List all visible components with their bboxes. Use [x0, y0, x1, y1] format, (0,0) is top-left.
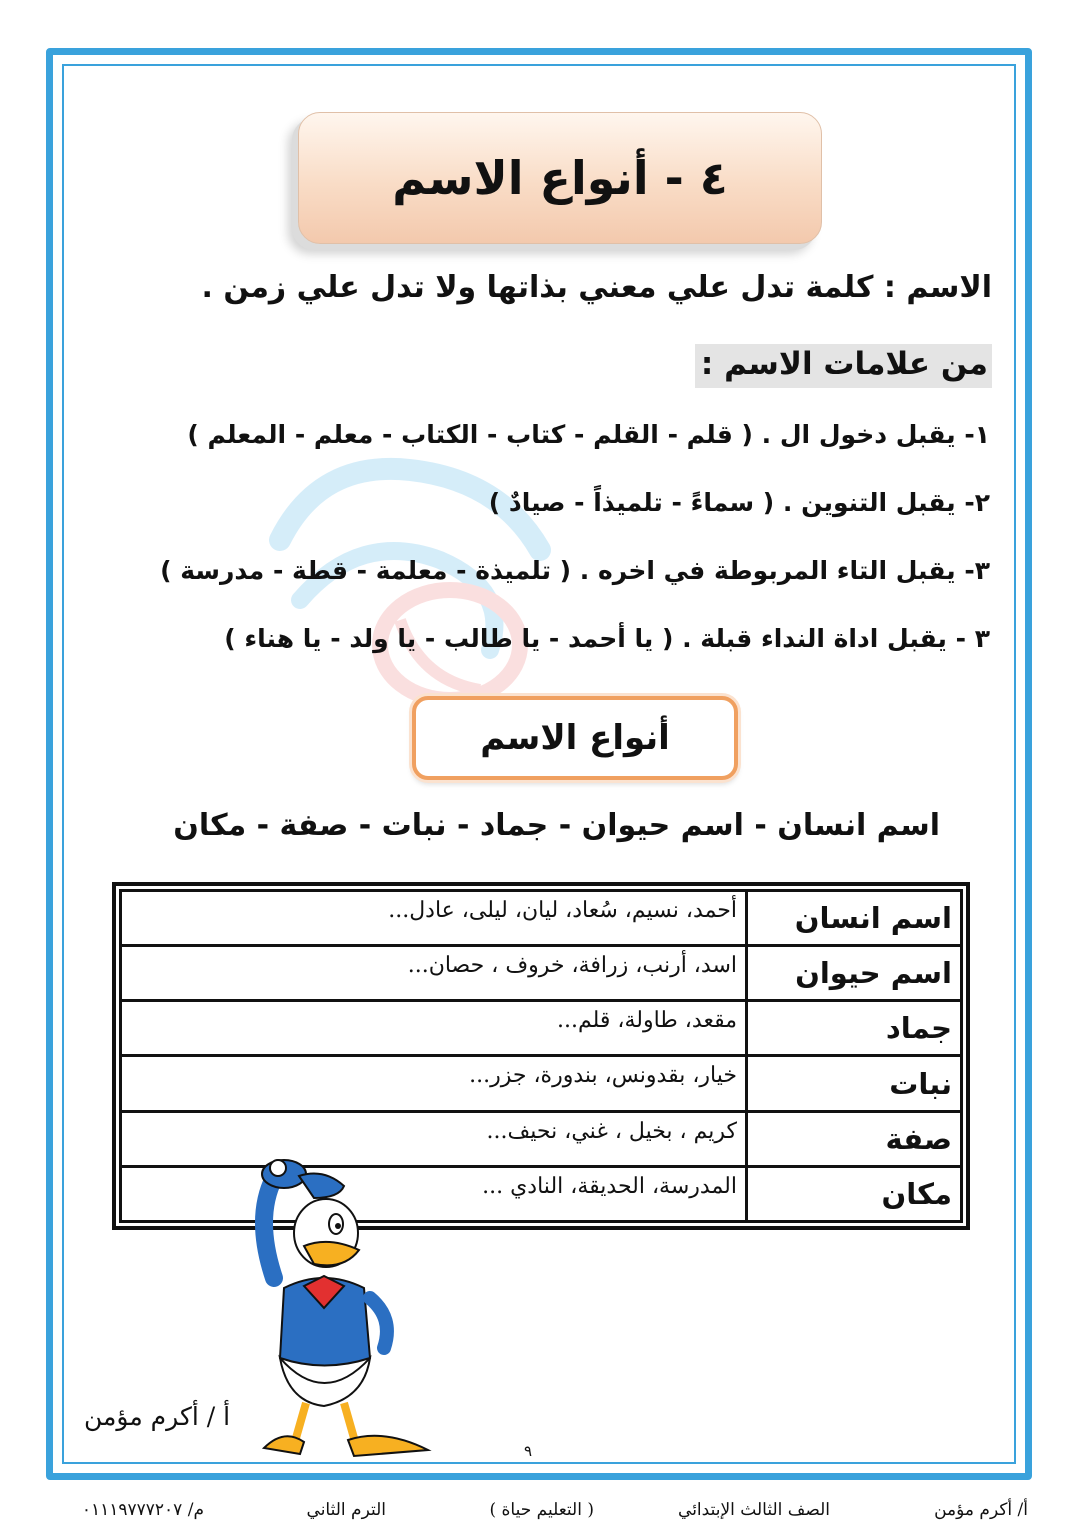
signs-heading: من علامات الاسم : — [695, 344, 992, 388]
sign-item: ٣- يقبل التاء المربوطة في اخره . ( تلميذة - معلمة - قطة - مدرسة ) — [160, 556, 990, 585]
author-signature: أ / أكرم مؤمن — [84, 1402, 231, 1431]
types-table — [112, 882, 970, 1230]
type-cell: نبات — [747, 1056, 962, 1111]
type-cell: اسم حيوان — [747, 946, 962, 1001]
table-row — [121, 946, 962, 1001]
cartoon-duck-illustration — [244, 1158, 434, 1458]
types-heading-box — [412, 696, 738, 780]
examples-cell: اسد، أرنب، زرافة، خروف ، حصان... — [121, 946, 747, 1001]
footer-term: الترم الثاني — [306, 1500, 386, 1520]
table-row — [121, 1001, 962, 1056]
types-list: اسم انسان - اسم حيوان - جماد - نبات - صفة - مكان — [173, 808, 940, 843]
sign-item: ٣ - يقبل اداة النداء قبلة . ( يا أحمد - يا طالب - يا ولد - يا هناء ) — [224, 624, 990, 653]
footer-grade: الصف الثالث الإبتدائي — [678, 1500, 830, 1520]
type-cell: صفة — [747, 1111, 962, 1166]
footer-teacher: أ/ أكرم مؤمن — [934, 1500, 1028, 1520]
sign-item: ١- يقبل دخول ال . ( قلم - القلم - كتاب - الكتاب - معلم - المعلم ) — [187, 420, 990, 449]
definition-text: الاسم : كلمة تدل علي معني بذاتها ولا تدل علي زمن . — [201, 270, 992, 305]
footer-phone: م/ ٠١١١٩٧٧٧٢٠٧ — [81, 1500, 204, 1520]
table-row — [121, 1056, 962, 1111]
examples-cell: خيار، بقدونس، بندورة، جزر... — [121, 1056, 747, 1111]
footer-slogan: ( التعليم حياة ) — [489, 1500, 594, 1520]
table-row — [121, 891, 962, 946]
types-heading: أنواع الاسم — [480, 718, 670, 758]
examples-cell: مقعد، طاولة، قلم... — [121, 1001, 747, 1056]
page-title: ٤ - أنواع الاسم — [392, 151, 728, 205]
type-cell: اسم انسان — [747, 891, 962, 946]
examples-cell: أحمد، نسيم، سُعاد، ليان، ليلى، عادل... — [121, 891, 747, 946]
type-cell: مكان — [747, 1166, 962, 1221]
examples-cell: المدرسة، الحديقة، النادي ... — [121, 1166, 747, 1221]
title-box — [298, 112, 822, 244]
type-cell: جماد — [747, 1001, 962, 1056]
sign-item: ٢- يقبل التنوين . ( سماءً - تلميذاً - صيادٌ ) — [488, 488, 990, 517]
page-number: ٩ — [524, 1442, 533, 1460]
examples-cell: كريم ، بخيل ، غني، نحيف... — [121, 1111, 747, 1166]
